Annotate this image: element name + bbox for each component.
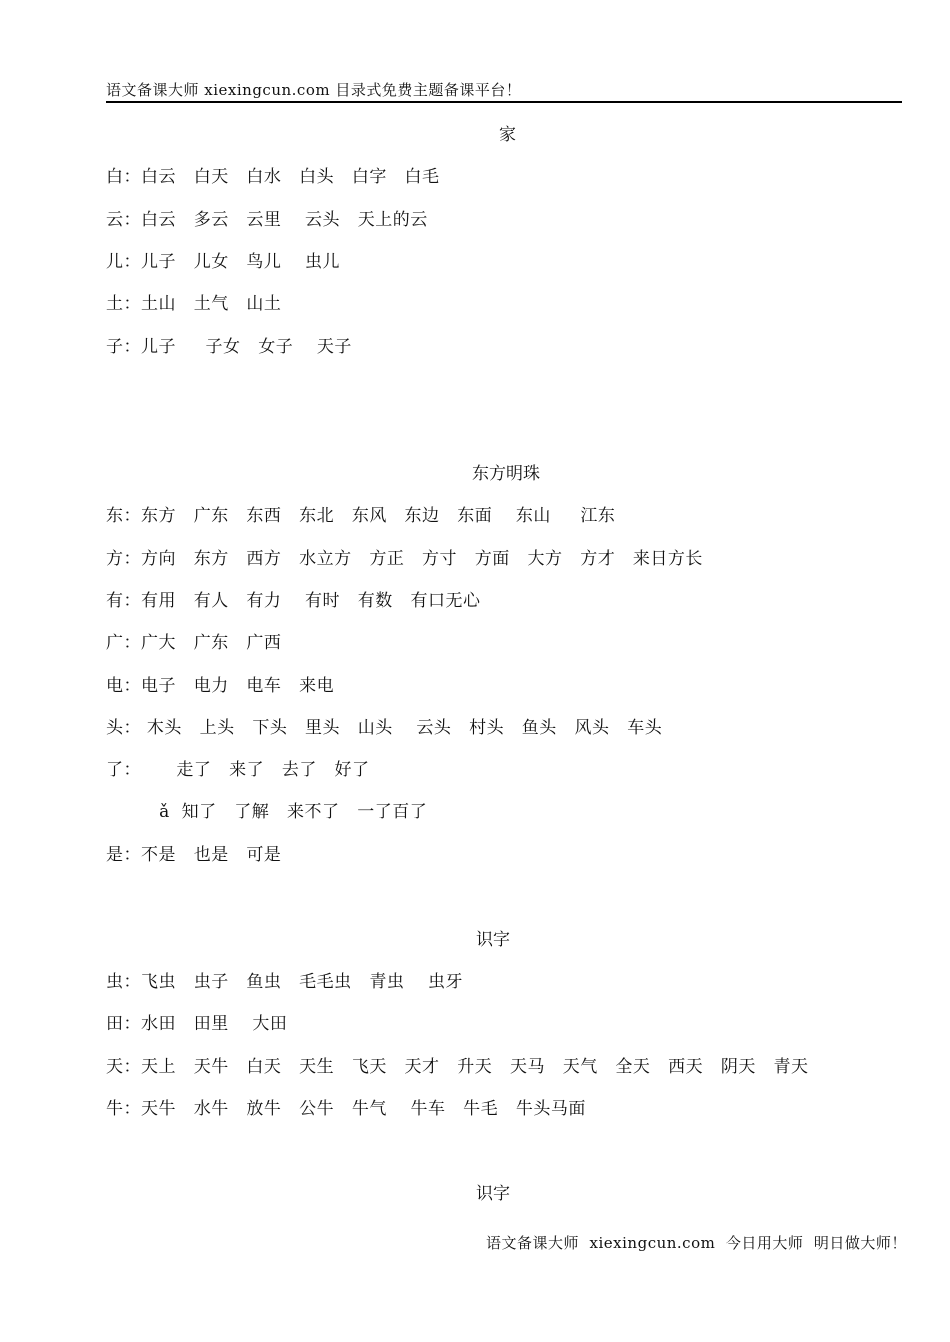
vocab-line: 儿：儿子 儿女 鸟儿 虫儿 [106, 252, 341, 272]
vocab-line: 头： 木头 上头 下头 里头 山头 云头 村头 鱼头 风头 车头 [106, 718, 663, 738]
vocab-line: 田：水田 田里 大田 [106, 1014, 288, 1034]
vocab-line: 云：白云 多云 云里 云头 天上的云 [106, 210, 428, 230]
vocab-line: 土：土山 土气 山土 [106, 294, 282, 314]
vocab-line: 了： 走了 来了 去了 好了 [106, 760, 370, 780]
vocab-line: 电：电子 电力 电车 来电 [106, 676, 335, 696]
vocab-line: 子：儿子 子女 女子 天子 [106, 337, 352, 357]
vocab-line: 牛：天牛 水牛 放牛 公牛 牛气 牛车 牛毛 牛头马面 [106, 1099, 586, 1119]
section-title: 识字 [476, 930, 510, 950]
vocab-line: ǎ 知了 了解 来不了 一了百了 [106, 802, 428, 822]
vocab-line: 东：东方 广东 东西 东北 东风 东边 东面 东山 江东 [106, 506, 616, 526]
vocab-line: 是：不是 也是 可是 [106, 845, 282, 865]
vocab-line: 广：广大 广东 广西 [106, 633, 282, 653]
vocab-line: 有：有用 有人 有力 有时 有数 有口无心 [106, 591, 481, 611]
page-header: 语文备课大师 xiexingcun.com 目录式免费主题备课平台！ [106, 80, 902, 103]
vocab-line: 白：白云 白天 白水 白头 白字 白毛 [106, 167, 440, 187]
section-title: 家 [499, 125, 516, 145]
section-title: 识字 [476, 1184, 510, 1204]
section-title: 东方明珠 [472, 464, 540, 484]
vocab-line: 天：天上 天牛 白天 天生 飞天 天才 升天 天马 天气 全天 西天 阴天 青天 [106, 1057, 809, 1077]
vocab-line: 方：方向 东方 西方 水立方 方正 方寸 方面 大方 方才 来日方长 [106, 549, 703, 569]
vocab-line: 虫：飞虫 虫子 鱼虫 毛毛虫 青虫 虫牙 [106, 972, 463, 992]
page-footer: 语文备课大师 xiexingcun.com 今日用大师 明日做大师！ [486, 1234, 907, 1252]
